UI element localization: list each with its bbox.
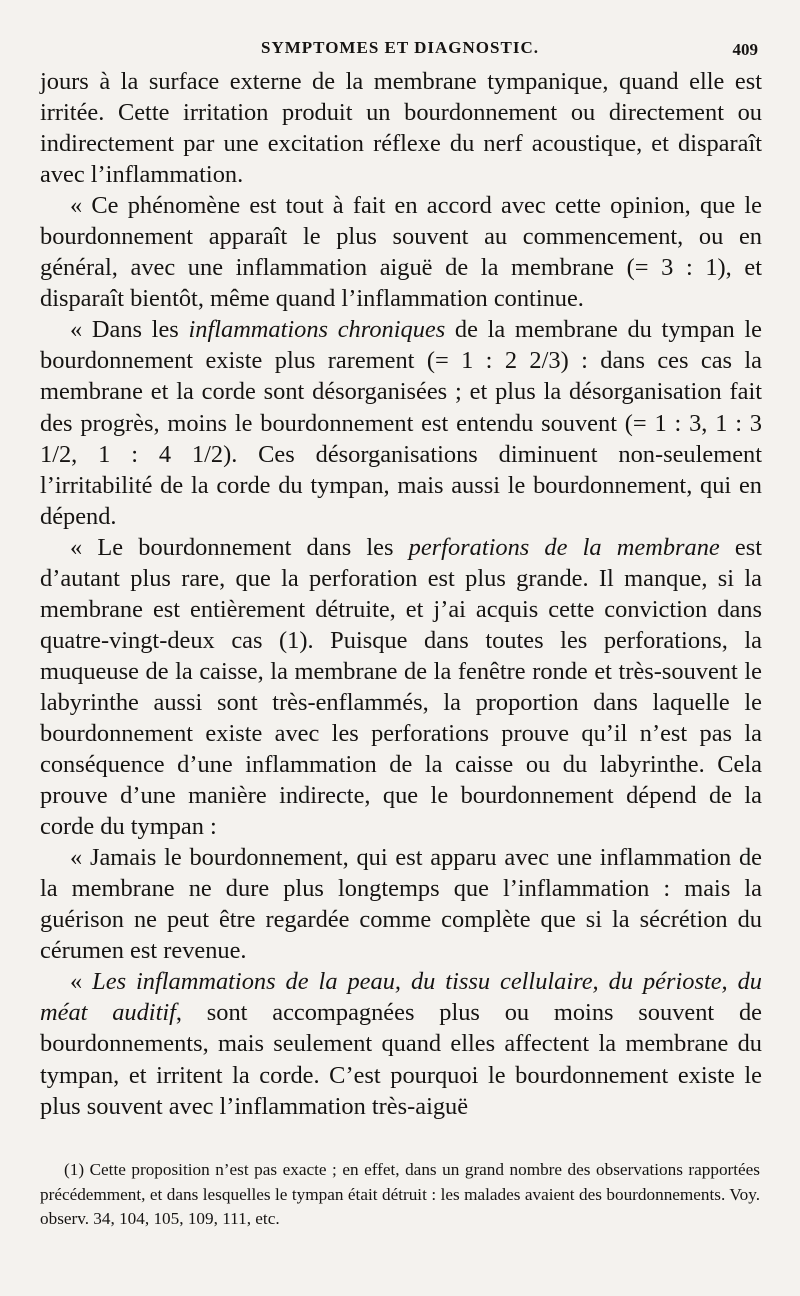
- paragraph: [40, 314, 762, 531]
- text-run: de la membrane du tympan le bourdonnement existe plus rarement (= 1 : 2 2/3) : dans ces cas la membrane et la corde sont désorganisées ; et plus la désorganisation fait des progrès, moins le bourdonnement est entendu souvent (= 1 : 3, 1 : 3 1/2, 1 : 4 1/2). Ces désorganisations diminuent non-seulement l’irritabilité de la corde du tympan, mais aussi le bourdonnement, qui en dépend.: [40, 316, 763, 530]
- text-run: « Jamais le bourdonnement, qui est apparu avec une inflammation de la membrane ne dure plus longtemps que l’inflammation : mais la guérison ne peut être regardée comme complète que si la sécrétion du cérumen est revenue.: [40, 844, 762, 965]
- page-header: [40, 38, 760, 64]
- italic-text: perforations de la membrane: [408, 533, 720, 561]
- paragraph: [40, 532, 762, 842]
- running-head: SYMPTOMES ET DIAGNOSTIC.: [261, 38, 539, 57]
- text-run: jours à la surface externe de la membrane tympanique, quand elle est irritée. Cette irritation produit un bourdonnement ou directement ou indirectement par une excitation réflexe du nerf acoustique, et disparaît avec l’inflammation.: [40, 68, 762, 189]
- paragraph: [40, 190, 762, 314]
- footnote: (1) Cette proposition n’est pas exacte ; en effet, dans un grand nombre des observations rapportées précédemment, et dans lesquelles le tympan était détruit : les malades avaient des bourdonnements. Voy. observ. 34, 104, 105, 109, 111, etc.: [40, 1160, 760, 1229]
- paragraph: [40, 842, 762, 966]
- body-text: [40, 66, 762, 1122]
- text-run: «: [70, 968, 93, 996]
- paragraph: [40, 66, 762, 190]
- page-number: 409: [732, 40, 758, 59]
- paragraph: [40, 966, 762, 1121]
- text-run: « Ce phénomène est tout à fait en accord avec cette opinion, que le bourdonnement apparaît le plus souvent au commencement, ou en général, avec une inflammation aiguë de la membrane (= 3 : 1), et disparaît bientôt, même quand l’inflammation continue.: [40, 192, 762, 313]
- footnotes: [40, 1158, 760, 1232]
- text-run: « Dans les: [70, 316, 189, 344]
- italic-text: inflammations chroniques: [188, 316, 446, 344]
- text-run: « Le bourdonnement dans les: [70, 533, 409, 561]
- italic-text: Les inflammations de la peau, du tissu cellulaire, du périoste, du méat auditif: [40, 968, 763, 1027]
- text-run: , sont accompagnées plus ou moins souvent de bourdonnements, mais seulement quand elles affectent la membrane du tympan, et irritent la corde. C’est pourquoi le bourdonnement existe le plus souvent avec l’inflammation très-aiguë: [40, 999, 763, 1120]
- text-run: est d’autant plus rare, que la perforation est plus grande. Il manque, si la membrane est entièrement détruite, et j’ai acquis cette conviction dans quatre-vingt-deux cas (1). Puisque dans toutes les perforations, la muqueuse de la caisse, la membrane de la fenêtre ronde et très-souvent le labyrinthe aussi sont très-enflammés, la proportion dans laquelle le bourdonnement existe avec les perforations prouve qu’il n’est pas la conséquence d’une inflammation de la caisse ou du labyrinthe. Cela prouve d’une manière indirecte, que le bourdonnement dépend de la corde du tympan :: [40, 533, 762, 841]
